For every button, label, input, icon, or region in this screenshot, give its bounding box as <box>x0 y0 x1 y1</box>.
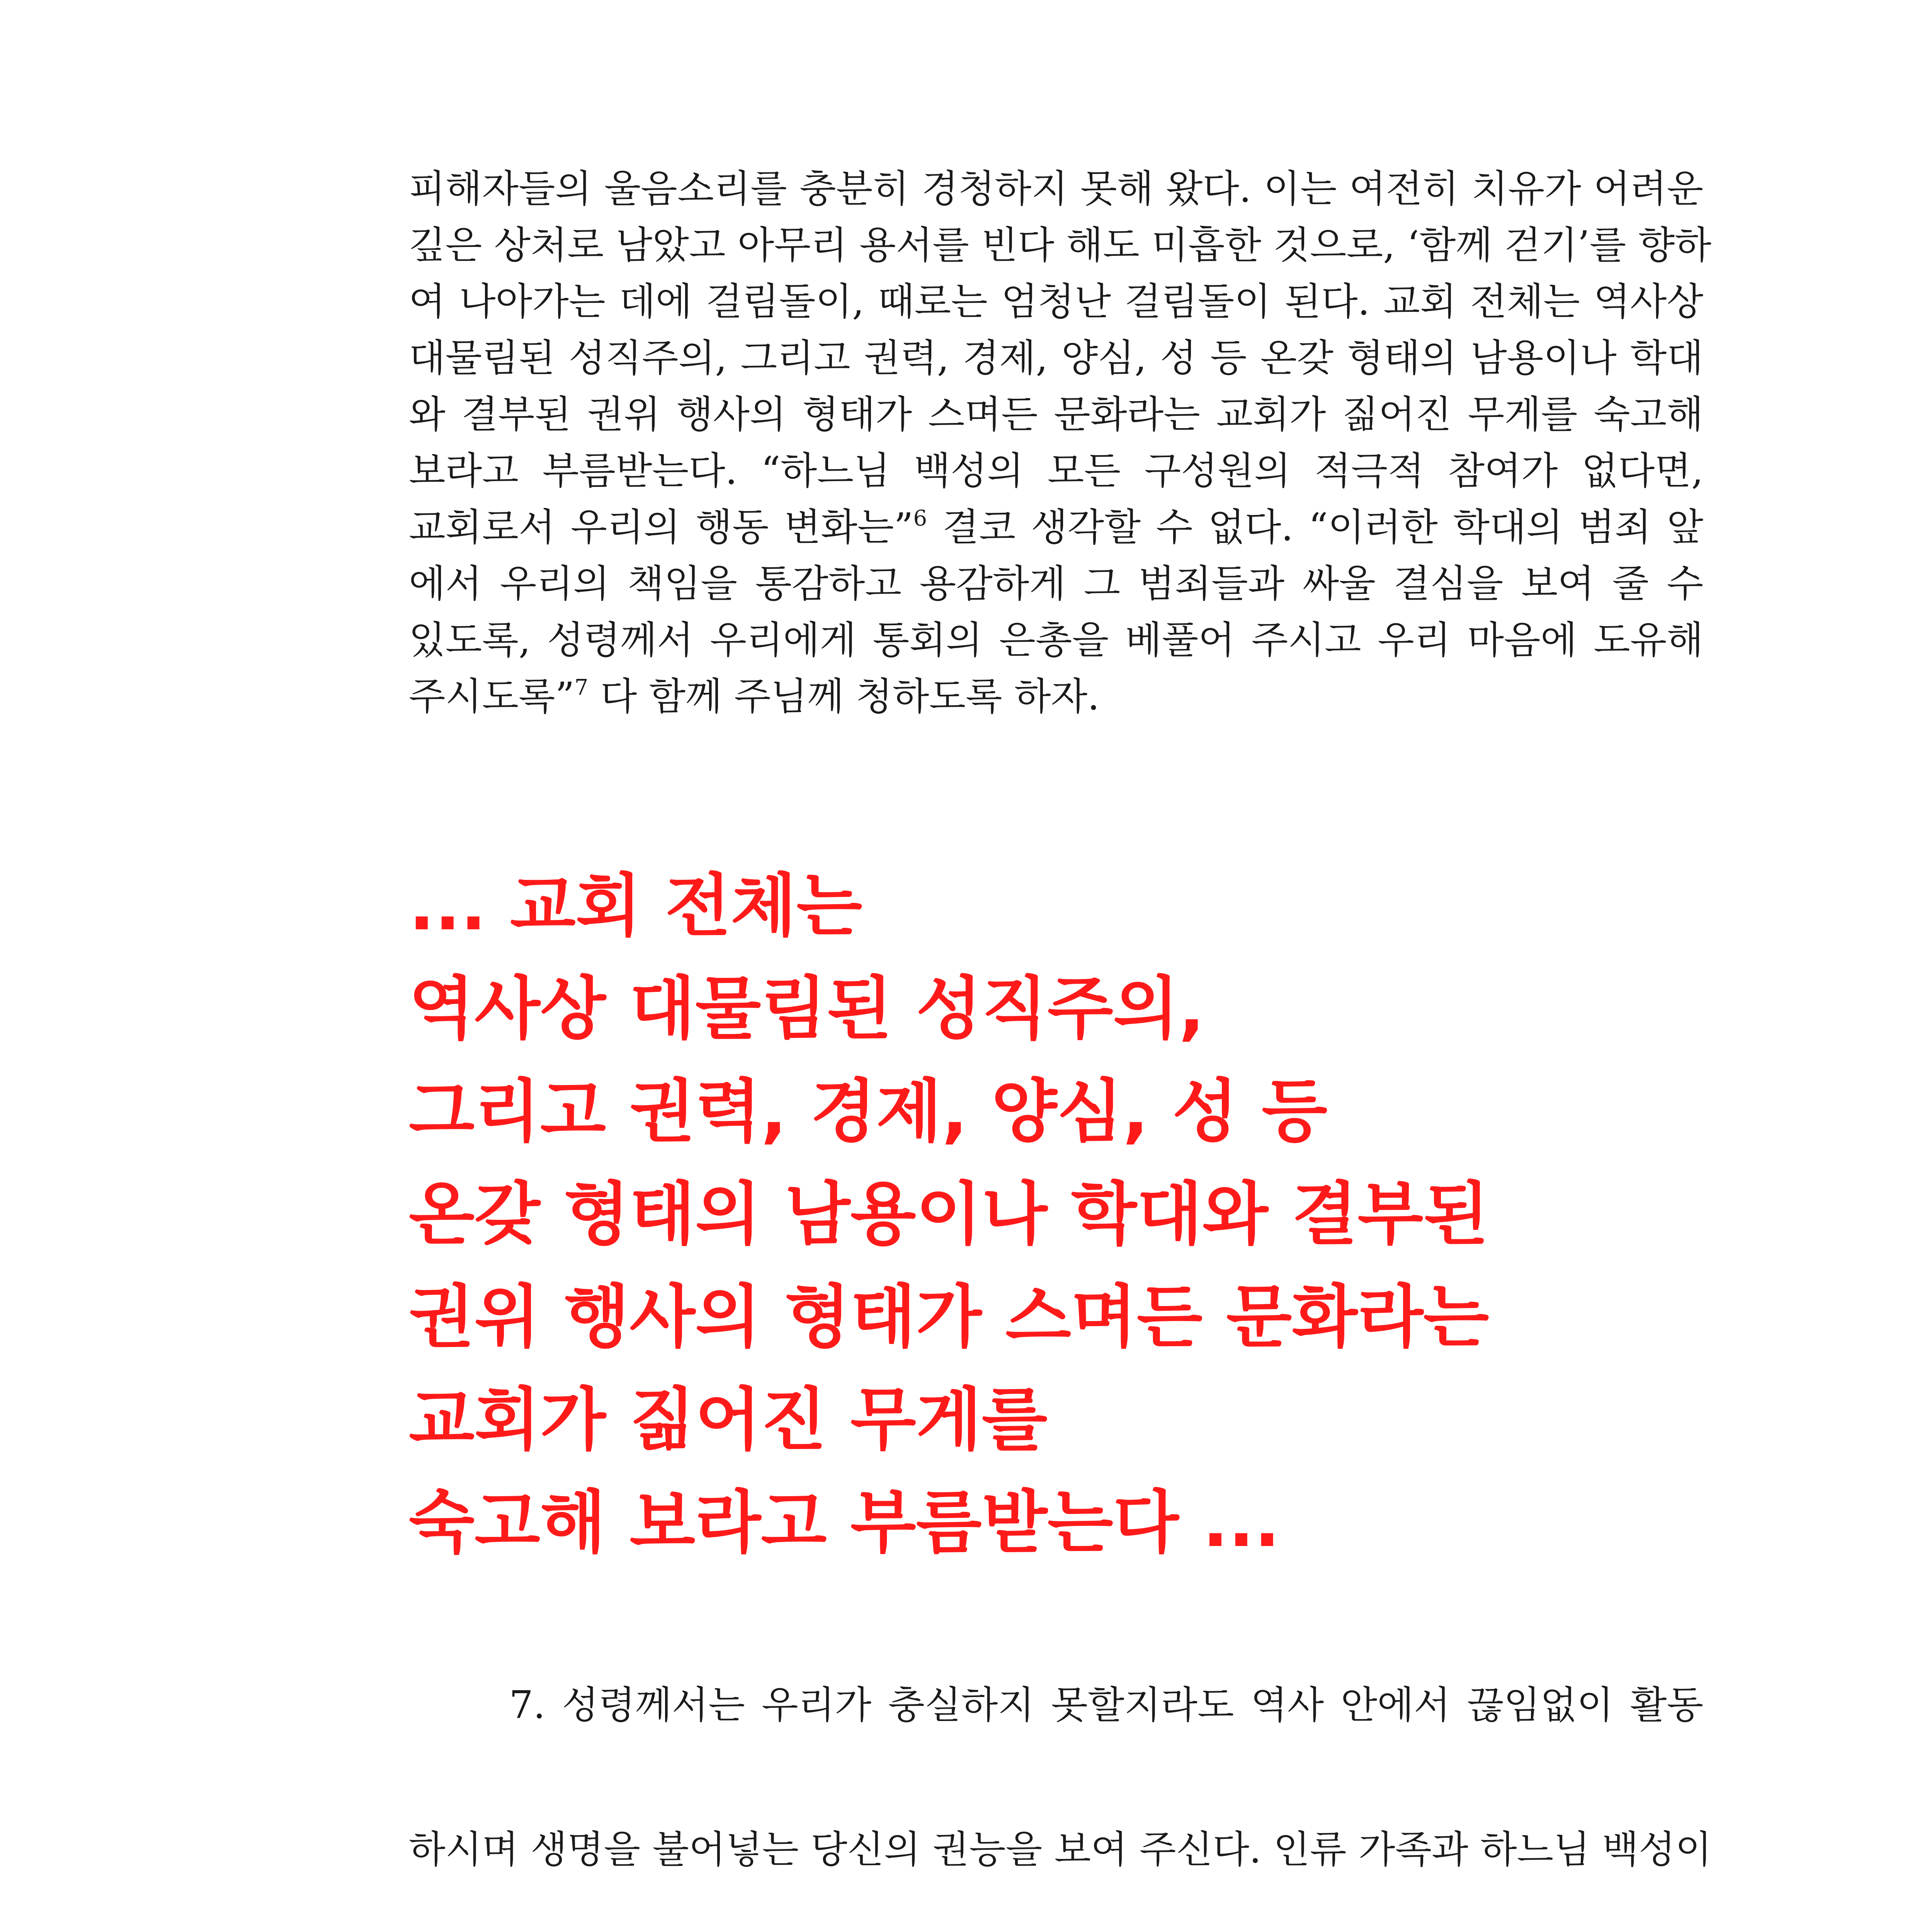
text-line: 대물림된 성직주의, 그리고 권력, 경제, 양심, 성 등 온갖 형태의 남용이나 학대 <box>409 336 1703 380</box>
text-line: 에서 우리의 책임을 통감하고 용감하게 그 범죄들과 싸울 결심을 보여 줄 수 <box>409 562 1703 606</box>
pull-quote-line: 숙고해 보라고 부름받는다 ... <box>409 1483 1280 1562</box>
text-line: 깊은 상처로 남았고 아무리 용서를 빈다 해도 미흡한 것으로, ‘함께 걷기’를 향하 <box>409 223 1711 267</box>
text-line <box>409 499 1703 556</box>
text-line: 피해자들의 울음소리를 충분히 경청하지 못해 왔다. 이는 여전히 치유가 어려운 <box>409 167 1703 211</box>
pull-quote-line: 역사상 대물림된 성직주의, <box>409 969 1205 1048</box>
footnote-ref-7: 7 <box>574 675 589 700</box>
text-line: 와 결부된 권위 행사의 형태가 스며든 문화라는 교회가 짊어진 무게를 숙고해 <box>409 393 1703 437</box>
text-segment: 다 함께 주님께 청하도록 하자. <box>588 675 1100 719</box>
text-line: 7. 성령께서는 우리가 충실하지 못할지라도 역사 안에서 끊임없이 활동 <box>409 1683 1703 1727</box>
pull-quote-line: 권위 행사의 형태가 스며든 문화라는 <box>409 1277 1489 1357</box>
text-line <box>409 668 1703 725</box>
pull-quote-line: ... 교회 전체는 <box>409 866 862 946</box>
text-line: 있도록, 성령께서 우리에게 통회의 은총을 베풀어 주시고 우리 마음에 도유해 <box>409 618 1703 662</box>
pull-quote-line: 그리고 권력, 경제, 양심, 성 등 <box>409 1072 1328 1151</box>
text-segment: 주시도록” <box>409 675 575 719</box>
pull-quote-line: 교회가 짊어진 무게를 <box>409 1380 1048 1459</box>
text-line: 보라고 부름받는다. “하느님 백성의 모든 구성원의 적극적 참여가 없다면, <box>409 449 1703 493</box>
body-paragraph-1 <box>409 161 1711 725</box>
text-line: 여 나아가는 데에 걸림돌이, 때로는 엄청난 걸림돌이 된다. 교회 전체는 역사상 <box>409 280 1703 324</box>
footnote-ref-6: 6 <box>913 506 927 531</box>
pull-quote-line: 온갖 형태의 남용이나 학대와 결부된 <box>409 1175 1489 1254</box>
text-line: 하시며 생명을 불어넣는 당신의 권능을 보여 주신다. 인류 가족과 하느님 백성이 <box>409 1828 1712 1872</box>
text-segment: 교회로서 우리의 행동 변화는” <box>409 505 913 549</box>
body-paragraph-2 <box>409 1589 1712 1932</box>
pull-quote <box>409 855 1800 1574</box>
text-segment: 결코 생각할 수 없다. “이러한 학대의 범죄 앞 <box>927 505 1703 549</box>
